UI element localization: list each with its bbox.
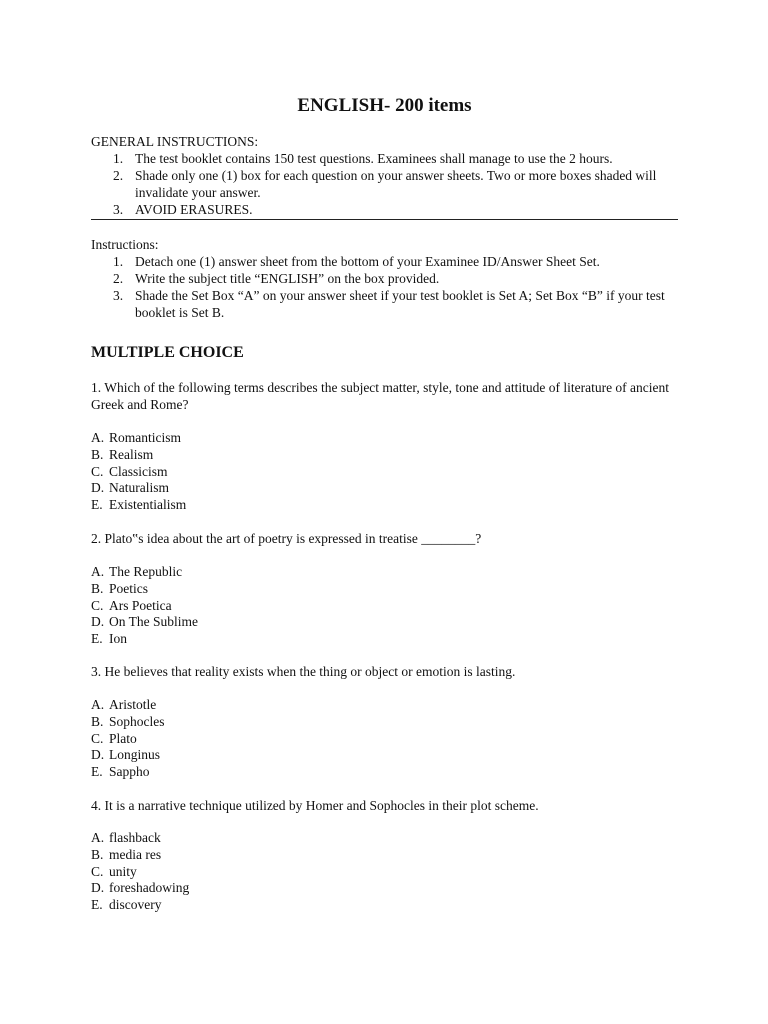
option-letter: E.	[91, 764, 103, 780]
option-text: Ars Poetica	[109, 597, 172, 613]
option-text: Romanticism	[109, 430, 181, 445]
option-letter: C.	[91, 463, 104, 479]
option-item	[91, 580, 678, 597]
option-item	[91, 630, 678, 647]
question-text: 3. He believes that reality exists when the thing or object or emotion is lasting.	[91, 664, 516, 679]
option-text: Sappho	[109, 764, 150, 780]
list-item	[91, 167, 678, 201]
option-item	[91, 863, 678, 880]
option-letter: A.	[91, 430, 105, 445]
option-letter: C.	[91, 730, 104, 746]
item-number: 1.	[113, 254, 124, 269]
option-text: Naturalism	[109, 480, 169, 496]
item-number: 2.	[113, 168, 124, 183]
option-letter: E.	[91, 897, 103, 913]
option-letter: E.	[91, 497, 103, 513]
item-text: Detach one (1) answer sheet from the bottom of your Examinee ID/Answer Sheet Set.	[135, 254, 600, 269]
item-text: The test booklet contains 150 test questions. Examinees shall manage to use the 2 hours.	[135, 151, 613, 166]
option-text: discovery	[109, 897, 162, 913]
list-item	[91, 150, 678, 167]
general-instructions-heading: GENERAL INSTRUCTIONS:	[91, 134, 259, 149]
option-item	[91, 429, 678, 446]
option-letter: D.	[91, 480, 105, 496]
option-letter: C.	[91, 863, 104, 879]
option-item	[91, 613, 678, 630]
option-text: Longinus	[109, 747, 161, 763]
option-letter: D.	[91, 880, 105, 896]
option-item	[91, 496, 678, 513]
item-number: 3.	[113, 288, 124, 303]
answer-options	[91, 563, 678, 647]
option-item	[91, 563, 678, 580]
option-item	[91, 696, 678, 713]
option-letter: B.	[91, 580, 104, 596]
option-text: Plato	[109, 730, 137, 746]
item-text: Shade only one (1) box for each question on your answer sheets. Two or more boxes shaded will invalidate your answer.	[135, 168, 657, 200]
item-number: 1.	[113, 151, 124, 166]
option-letter: D.	[91, 614, 105, 630]
option-letter: A.	[91, 697, 105, 712]
option-text: Classicism	[109, 463, 168, 479]
option-item	[91, 730, 678, 747]
option-item	[91, 463, 678, 480]
section-divider	[91, 219, 678, 220]
option-text: The Republic	[109, 564, 183, 579]
option-item	[91, 763, 678, 780]
option-item	[91, 713, 678, 730]
instructions-heading: Instructions:	[91, 237, 159, 252]
option-text: On The Sublime	[109, 614, 198, 630]
list-item	[91, 201, 678, 218]
answer-options	[91, 829, 678, 913]
option-text: media res	[109, 846, 162, 862]
option-letter: A.	[91, 564, 105, 579]
item-number: 2.	[113, 271, 124, 286]
option-text: flashback	[109, 830, 161, 845]
option-text: Ion	[109, 631, 127, 647]
item-number: 3.	[113, 202, 124, 217]
list-item	[91, 253, 678, 270]
instructions	[91, 236, 678, 321]
option-item	[91, 746, 678, 763]
general-instructions	[91, 133, 678, 218]
option-item	[91, 597, 678, 614]
option-letter: D.	[91, 747, 105, 763]
option-letter: B.	[91, 713, 104, 729]
list-item	[91, 287, 678, 321]
question-text: 2. Plato‟s idea about the art of poetry is expressed in treatise ________?	[91, 531, 482, 546]
option-item	[91, 879, 678, 896]
question-text: 4. It is a narrative technique utilized by Homer and Sophocles in their plot scheme.	[91, 798, 539, 813]
page-title: ENGLISH- 200 items	[297, 95, 472, 116]
answer-options	[91, 429, 678, 513]
option-letter: E.	[91, 631, 103, 647]
instructions-list	[91, 253, 678, 321]
option-item	[91, 846, 678, 863]
option-item	[91, 829, 678, 846]
option-letter: A.	[91, 830, 105, 845]
option-item	[91, 896, 678, 913]
option-text: Realism	[109, 446, 154, 462]
answer-options	[91, 696, 678, 780]
option-text: unity	[109, 863, 137, 879]
item-text: AVOID ERASURES.	[135, 202, 253, 217]
option-text: foreshadowing	[109, 880, 190, 896]
option-text: Existentialism	[109, 497, 187, 513]
option-text: Sophocles	[109, 713, 165, 729]
list-item	[91, 270, 678, 287]
item-text: Shade the Set Box “A” on your answer sheet if your test booklet is Set A; Set Box “B” if your test booklet is Set B.	[135, 288, 665, 320]
option-text: Poetics	[109, 580, 148, 596]
section-heading: MULTIPLE CHOICE	[91, 344, 244, 361]
option-item	[91, 446, 678, 463]
option-letter: C.	[91, 597, 104, 613]
option-letter: B.	[91, 446, 104, 462]
question-text: 1. Which of the following terms describes the subject matter, style, tone and attitude of literature of ancient Greek and Rome?	[91, 380, 670, 412]
option-letter: B.	[91, 846, 104, 862]
option-item	[91, 479, 678, 496]
item-text: Write the subject title “ENGLISH” on the box provided.	[135, 271, 440, 286]
option-text: Aristotle	[109, 697, 157, 712]
general-instructions-list	[91, 150, 678, 218]
